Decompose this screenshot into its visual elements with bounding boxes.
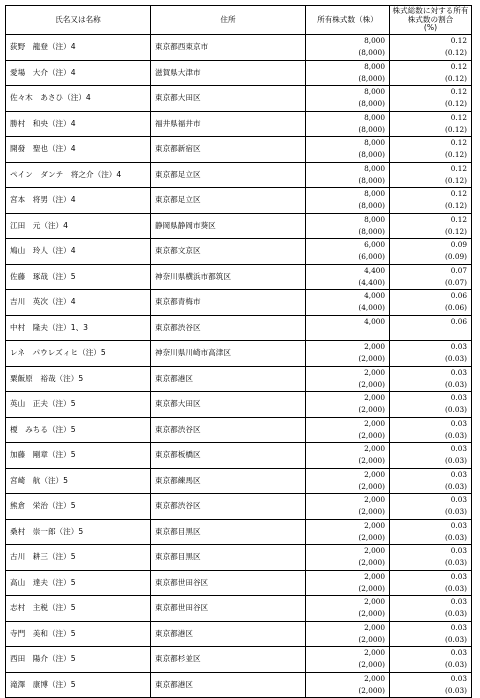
percentage-cell xyxy=(390,596,472,622)
shares-subvalue: (2,000) xyxy=(358,609,385,619)
percentage-cell xyxy=(390,647,472,673)
shareholder-address: 東京都大田区 xyxy=(151,86,306,112)
shares-cell xyxy=(306,672,390,698)
shares-value: 2,000 xyxy=(364,648,385,658)
shareholder-name: 古川 耕三（注）5 xyxy=(6,545,151,571)
shares-cell xyxy=(306,417,390,443)
shareholder-address: 東京都港区 xyxy=(151,366,306,392)
shares-value: 8,000 xyxy=(364,138,385,148)
percentage-cell xyxy=(390,60,472,86)
shareholder-address: 東京都足立区 xyxy=(151,188,306,214)
shareholder-name: 粟飯原 裕哉（注）5 xyxy=(6,366,151,392)
percentage-subvalue: (0.12) xyxy=(445,124,467,134)
percentage-value: 0.03 xyxy=(450,520,467,530)
shares-cell xyxy=(306,621,390,647)
percentage-cell xyxy=(390,341,472,367)
shares-cell xyxy=(306,392,390,418)
percentage-subvalue: (0.03) xyxy=(445,507,467,517)
shareholder-name: 桑村 崇一郎（注）5 xyxy=(6,519,151,545)
percentage-subvalue: (0.03) xyxy=(445,660,467,670)
shares-subvalue: (2,000) xyxy=(358,558,385,568)
shares-value: 8,000 xyxy=(364,61,385,71)
percentage-subvalue: (0.12) xyxy=(445,201,467,211)
percentage-value: 0.03 xyxy=(450,673,467,683)
header-percentage-unit: (%) xyxy=(423,23,438,33)
shareholder-name: 佐藤 琢哉（注）5 xyxy=(6,264,151,290)
shareholder-address: 東京都渋谷区 xyxy=(151,494,306,520)
shares-value: 8,000 xyxy=(364,189,385,199)
header-address: 住所 xyxy=(151,6,306,35)
percentage-subvalue: (0.12) xyxy=(445,175,467,185)
shareholder-name: 宮崎 航（注）5 xyxy=(6,468,151,494)
shareholder-address: 東京都世田谷区 xyxy=(151,596,306,622)
percentage-cell xyxy=(390,213,472,239)
percentage-subvalue: (0.03) xyxy=(445,685,467,695)
shares-value: 8,000 xyxy=(364,36,385,46)
header-name: 氏名又は名称 xyxy=(6,6,151,35)
shares-value: 4,400 xyxy=(364,265,385,275)
shares-cell xyxy=(306,290,390,316)
shares-subvalue: (2,000) xyxy=(358,430,385,440)
shares-subvalue xyxy=(310,328,385,340)
percentage-value: 0.12 xyxy=(450,87,467,97)
percentage-value: 0.03 xyxy=(450,546,467,556)
percentage-cell xyxy=(390,545,472,571)
header-percentage xyxy=(390,6,472,35)
shares-value: 6,000 xyxy=(364,240,385,250)
percentage-subvalue: (0.03) xyxy=(445,456,467,466)
percentage-subvalue: (0.07) xyxy=(445,277,467,287)
shareholder-address: 東京都港区 xyxy=(151,621,306,647)
percentage-subvalue: (0.12) xyxy=(445,99,467,109)
shareholder-name: 榎 みちる（注）5 xyxy=(6,417,151,443)
table-row xyxy=(6,315,472,341)
shares-subvalue: (2,000) xyxy=(358,379,385,389)
percentage-cell xyxy=(390,290,472,316)
shares-subvalue: (4,000) xyxy=(358,303,385,313)
shares-subvalue: (2,000) xyxy=(358,456,385,466)
percentage-value: 0.03 xyxy=(450,469,467,479)
shares-value: 2,000 xyxy=(364,393,385,403)
percentage-cell xyxy=(390,443,472,469)
shares-value: 2,000 xyxy=(364,597,385,607)
shares-cell xyxy=(306,494,390,520)
percentage-subvalue: (0.03) xyxy=(445,481,467,491)
percentage-value: 0.12 xyxy=(450,189,467,199)
shareholder-address: 東京都青梅市 xyxy=(151,290,306,316)
percentage-cell xyxy=(390,672,472,698)
shares-cell xyxy=(306,111,390,137)
percentage-value: 0.12 xyxy=(450,112,467,122)
percentage-value: 0.06 xyxy=(450,291,467,301)
shares-value: 2,000 xyxy=(364,571,385,581)
shares-value: 8,000 xyxy=(364,214,385,224)
percentage-cell xyxy=(390,417,472,443)
table-row xyxy=(6,596,472,622)
shares-subvalue: (8,000) xyxy=(358,175,385,185)
shares-cell xyxy=(306,137,390,163)
shareholder-name: レネ パウレズィヒ（注）5 xyxy=(6,341,151,367)
percentage-cell xyxy=(390,494,472,520)
shares-subvalue: (8,000) xyxy=(358,99,385,109)
percentage-cell xyxy=(390,621,472,647)
percentage-subvalue: (0.03) xyxy=(445,583,467,593)
shareholder-name: 加藤 剛章（注）5 xyxy=(6,443,151,469)
shares-cell xyxy=(306,519,390,545)
table-body xyxy=(6,35,472,698)
shareholder-address: 東京都練馬区 xyxy=(151,468,306,494)
shares-cell xyxy=(306,545,390,571)
percentage-cell xyxy=(390,35,472,61)
percentage-value: 0.03 xyxy=(450,622,467,632)
shares-cell xyxy=(306,570,390,596)
percentage-cell xyxy=(390,315,472,341)
shareholder-name: 鳩山 玲人（注）4 xyxy=(6,239,151,265)
shares-subvalue: (8,000) xyxy=(358,73,385,83)
table-row xyxy=(6,239,472,265)
shares-cell xyxy=(306,162,390,188)
shareholder-address: 滋賀県大津市 xyxy=(151,60,306,86)
shares-subvalue: (8,000) xyxy=(358,150,385,160)
percentage-value: 0.03 xyxy=(450,571,467,581)
table-row xyxy=(6,621,472,647)
table-row xyxy=(6,366,472,392)
shares-value: 2,000 xyxy=(364,444,385,454)
shareholder-address: 東京都文京区 xyxy=(151,239,306,265)
percentage-subvalue: (0.03) xyxy=(445,405,467,415)
percentage-value: 0.12 xyxy=(450,61,467,71)
percentage-cell xyxy=(390,111,472,137)
percentage-value: 0.03 xyxy=(450,648,467,658)
shareholder-name: 熊倉 栄治（注）5 xyxy=(6,494,151,520)
shares-subvalue: (8,000) xyxy=(358,226,385,236)
shareholder-address: 東京都足立区 xyxy=(151,162,306,188)
percentage-value: 0.03 xyxy=(450,495,467,505)
shareholder-name: 寺門 美和（注）5 xyxy=(6,621,151,647)
table-row xyxy=(6,162,472,188)
shareholder-name: 江田 元（注）4 xyxy=(6,213,151,239)
shares-subvalue: (2,000) xyxy=(358,507,385,517)
shares-value: 2,000 xyxy=(364,673,385,683)
table-row xyxy=(6,341,472,367)
shares-subvalue: (2,000) xyxy=(358,405,385,415)
table-row xyxy=(6,111,472,137)
shareholder-address: 東京都西東京市 xyxy=(151,35,306,61)
percentage-value: 0.03 xyxy=(450,444,467,454)
shareholder-address: 東京都板橋区 xyxy=(151,443,306,469)
percentage-subvalue: (0.12) xyxy=(445,226,467,236)
shares-cell xyxy=(306,213,390,239)
header-row xyxy=(6,6,472,35)
shares-cell xyxy=(306,596,390,622)
shares-subvalue: (2,000) xyxy=(358,583,385,593)
header-shares: 所有株式数（株） xyxy=(306,6,390,35)
percentage-value: 0.12 xyxy=(450,163,467,173)
percentage-cell xyxy=(390,86,472,112)
shares-cell xyxy=(306,443,390,469)
percentage-value: 0.09 xyxy=(450,240,467,250)
shareholder-address: 東京都新宿区 xyxy=(151,137,306,163)
percentage-cell xyxy=(390,366,472,392)
shares-value: 2,000 xyxy=(364,622,385,632)
percentage-subvalue: (0.03) xyxy=(445,379,467,389)
shares-subvalue: (8,000) xyxy=(358,201,385,211)
shareholder-name: 佐々木 あさひ（注）4 xyxy=(6,86,151,112)
shares-cell xyxy=(306,188,390,214)
table-header xyxy=(6,6,472,35)
shareholder-name: 開發 聖也（注）4 xyxy=(6,137,151,163)
shares-value: 8,000 xyxy=(364,163,385,173)
percentage-subvalue: (0.12) xyxy=(445,48,467,58)
shares-value: 8,000 xyxy=(364,112,385,122)
shares-cell xyxy=(306,315,390,341)
shares-subvalue: (6,000) xyxy=(358,252,385,262)
shares-cell xyxy=(306,239,390,265)
percentage-value: 0.03 xyxy=(450,418,467,428)
percentage-value: 0.03 xyxy=(450,367,467,377)
shareholder-name: 英山 正夫（注）5 xyxy=(6,392,151,418)
shareholder-name: 志村 主税（注）5 xyxy=(6,596,151,622)
table-row xyxy=(6,35,472,61)
percentage-value: 0.03 xyxy=(450,393,467,403)
shares-subvalue: (8,000) xyxy=(358,124,385,134)
percentage-value: 0.12 xyxy=(450,36,467,46)
shareholder-name: 愛場 大介（注）4 xyxy=(6,60,151,86)
shareholder-address: 静岡県静岡市葵区 xyxy=(151,213,306,239)
shares-subvalue: (2,000) xyxy=(358,354,385,364)
percentage-subvalue: (0.12) xyxy=(445,73,467,83)
percentage-value: 0.12 xyxy=(450,138,467,148)
percentage-subvalue: (0.03) xyxy=(445,609,467,619)
shares-value: 2,000 xyxy=(364,469,385,479)
percentage-subvalue: (0.09) xyxy=(445,252,467,262)
table-row xyxy=(6,213,472,239)
shareholder-name: 滝澤 康博（注）5 xyxy=(6,672,151,698)
percentage-cell xyxy=(390,519,472,545)
shares-cell xyxy=(306,60,390,86)
percentage-subvalue: (0.03) xyxy=(445,354,467,364)
shares-subvalue: (2,000) xyxy=(358,634,385,644)
percentage-cell xyxy=(390,570,472,596)
percentage-value: 0.03 xyxy=(450,597,467,607)
shareholder-name: 中村 隆夫（注）1、3 xyxy=(6,315,151,341)
table-row xyxy=(6,545,472,571)
shares-subvalue: (8,000) xyxy=(358,48,385,58)
percentage-value: 0.07 xyxy=(450,265,467,275)
percentage-cell xyxy=(390,468,472,494)
shares-value: 2,000 xyxy=(364,520,385,530)
table-row xyxy=(6,188,472,214)
percentage-cell xyxy=(390,162,472,188)
shareholder-address: 神奈川県横浜市都筑区 xyxy=(151,264,306,290)
shares-subvalue: (2,000) xyxy=(358,532,385,542)
shareholder-address: 福井県福井市 xyxy=(151,111,306,137)
shareholder-table xyxy=(5,5,472,698)
shareholder-name: 西田 陽介（注）5 xyxy=(6,647,151,673)
shares-subvalue: (2,000) xyxy=(358,660,385,670)
shareholder-name: 荻野 龍登（注）4 xyxy=(6,35,151,61)
shares-subvalue: (2,000) xyxy=(358,481,385,491)
shareholder-address: 東京都渋谷区 xyxy=(151,417,306,443)
shares-cell xyxy=(306,264,390,290)
shares-value: 2,000 xyxy=(364,495,385,505)
table-row xyxy=(6,417,472,443)
table-row xyxy=(6,519,472,545)
shares-cell xyxy=(306,86,390,112)
table-row xyxy=(6,494,472,520)
shares-cell xyxy=(306,341,390,367)
shareholder-name: 勝村 和央（注）4 xyxy=(6,111,151,137)
shareholder-name: 吉川 英次（注）4 xyxy=(6,290,151,316)
shares-subvalue: (2,000) xyxy=(358,685,385,695)
table-row xyxy=(6,290,472,316)
shares-value: 4,000 xyxy=(364,316,385,326)
shareholder-name: 宮本 将男（注）4 xyxy=(6,188,151,214)
shareholder-address: 神奈川県川崎市高津区 xyxy=(151,341,306,367)
shareholder-address: 東京都世田谷区 xyxy=(151,570,306,596)
shares-cell xyxy=(306,35,390,61)
percentage-subvalue: (0.06) xyxy=(445,303,467,313)
shareholder-address: 東京都目黒区 xyxy=(151,519,306,545)
shares-value: 4,000 xyxy=(364,291,385,301)
table-row xyxy=(6,60,472,86)
shares-value: 2,000 xyxy=(364,418,385,428)
percentage-subvalue: (0.12) xyxy=(445,150,467,160)
shares-cell xyxy=(306,366,390,392)
table-row xyxy=(6,86,472,112)
table-row xyxy=(6,672,472,698)
header-percentage-label: 株式総数に対する所有株式数の割合 xyxy=(392,5,469,24)
table-row xyxy=(6,647,472,673)
percentage-value: 0.03 xyxy=(450,342,467,352)
shares-value: 8,000 xyxy=(364,87,385,97)
percentage-cell xyxy=(390,137,472,163)
percentage-value: 0.06 xyxy=(450,316,467,326)
percentage-value: 0.12 xyxy=(450,214,467,224)
shares-cell xyxy=(306,468,390,494)
shareholder-name: 高山 達夫（注）5 xyxy=(6,570,151,596)
shareholder-address: 東京都大田区 xyxy=(151,392,306,418)
shareholder-name: ペイン ダンテ 将之介（注）4 xyxy=(6,162,151,188)
shareholder-address: 東京都杉並区 xyxy=(151,647,306,673)
percentage-cell xyxy=(390,392,472,418)
shares-value: 2,000 xyxy=(364,546,385,556)
shares-value: 2,000 xyxy=(364,367,385,377)
table-row xyxy=(6,264,472,290)
percentage-subvalue: (0.03) xyxy=(445,532,467,542)
table-row xyxy=(6,443,472,469)
table-row xyxy=(6,468,472,494)
percentage-cell xyxy=(390,188,472,214)
percentage-cell xyxy=(390,264,472,290)
shares-value: 2,000 xyxy=(364,342,385,352)
percentage-subvalue: (0.03) xyxy=(445,634,467,644)
table-row xyxy=(6,570,472,596)
shareholder-address: 東京都港区 xyxy=(151,672,306,698)
shareholder-address: 東京都目黒区 xyxy=(151,545,306,571)
shares-subvalue: (4,400) xyxy=(358,277,385,287)
shares-cell xyxy=(306,647,390,673)
table-row xyxy=(6,392,472,418)
shareholder-address: 東京都渋谷区 xyxy=(151,315,306,341)
percentage-subvalue xyxy=(394,328,467,340)
percentage-subvalue: (0.03) xyxy=(445,430,467,440)
percentage-subvalue: (0.03) xyxy=(445,558,467,568)
table-row xyxy=(6,137,472,163)
percentage-cell xyxy=(390,239,472,265)
